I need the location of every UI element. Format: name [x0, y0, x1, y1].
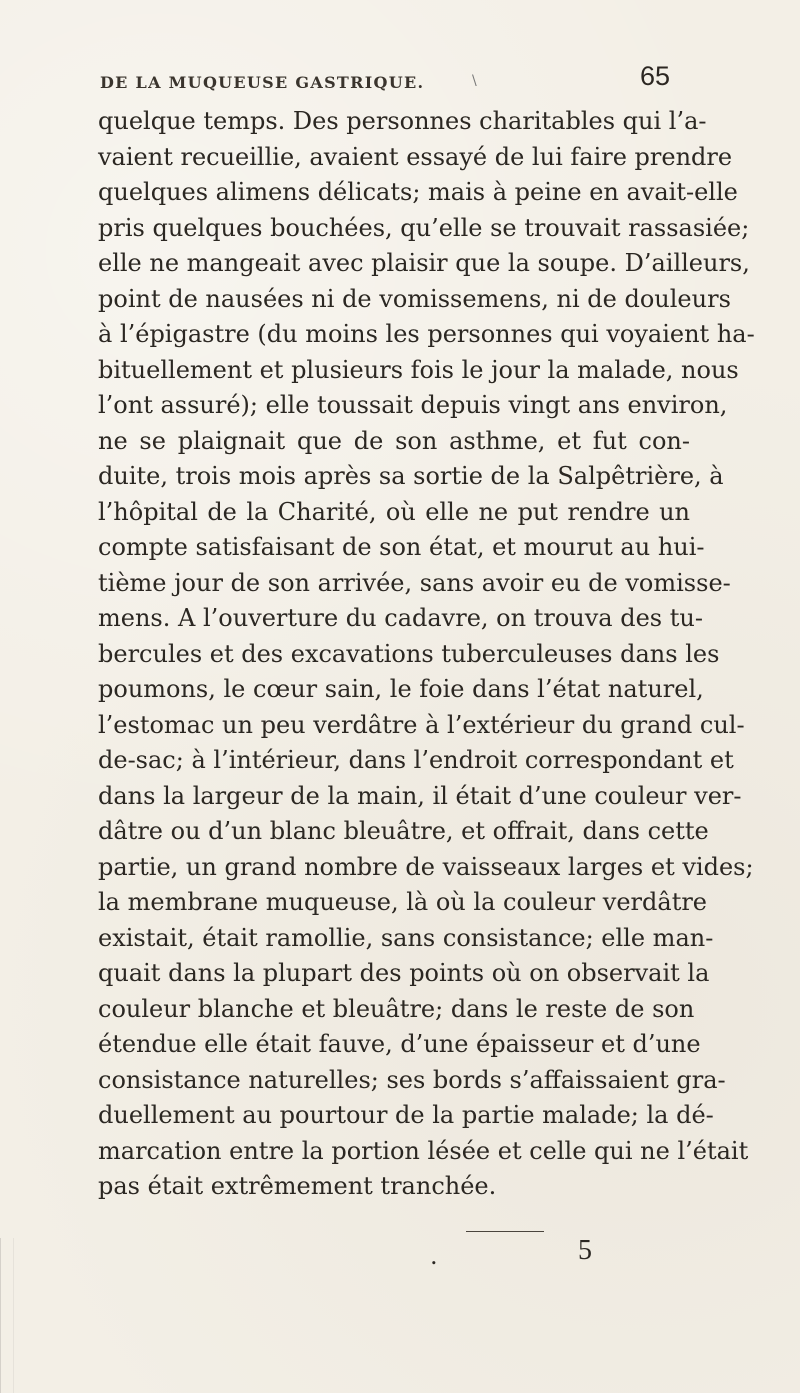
text-line: bercules et des excavations tuberculeuses dans les — [98, 639, 720, 668]
text-line: existait, était ramollie, sans consistance; elle man- — [98, 923, 714, 952]
binding-shadow — [0, 1238, 14, 1393]
text-line: duite, trois mois après sa sortie de la Salpêtrière, à — [98, 462, 724, 490]
text-line: l’hôpital de la Charité, où elle ne put rendre un — [98, 497, 690, 526]
text-line: dans la largeur de la main, il était d’une couleur ver- — [98, 781, 742, 810]
text-line: dâtre ou d’un blanc bleuâtre, et offrait, dans cette — [98, 817, 709, 845]
text-line: de-sac; à l’intérieur, dans l’endroit correspondant et — [98, 746, 734, 774]
text-line: poumons, le cœur sain, le foie dans l’état naturel, — [98, 675, 704, 703]
text-line: à l’épigastre (du moins les personnes qui voyaient ha- — [98, 320, 755, 348]
signature-mark: 5 — [578, 1235, 592, 1266]
text-line: l’ont assuré); elle toussait depuis vingt ans environ, — [98, 391, 728, 419]
text-line: l’estomac un peu verdâtre à l’extérieur du grand cul- — [98, 710, 745, 739]
text-line: quait dans la plupart des points où on observait la — [98, 959, 710, 987]
text-line: étendue elle était fauve, d’une épaisseur et d’une — [98, 1030, 701, 1058]
text-line: mens. A l’ouverture du cadavre, on trouva des tu- — [98, 604, 703, 632]
text-line: partie, un grand nombre de vaisseaux larges et vides; — [98, 852, 754, 881]
footer-mark: . — [430, 1242, 438, 1270]
footer-rule — [466, 1231, 544, 1232]
text-line: ne se plaignait que de son asthme, et fut con- — [98, 426, 690, 455]
text-line: la membrane muqueuse, là où la couleur verdâtre — [98, 888, 708, 916]
text-line: duellement au pourtour de la partie malade; la dé- — [98, 1101, 714, 1129]
text-line: bituellement et plusieurs fois le jour la malade, nous — [98, 355, 739, 384]
text-line: quelque temps. Des personnes charitables qui l’a- — [98, 107, 707, 135]
page-header — [100, 61, 670, 101]
text-line: marcation entre la portion lésée et celle qui ne l’était — [98, 1136, 749, 1165]
text-line: elle ne mangeait avec plaisir que la soupe. D’ailleurs, — [98, 249, 750, 277]
text-line: quelques alimens délicats; mais à peine en avait-elle — [98, 178, 738, 206]
tick-mark: \ — [472, 73, 477, 89]
page-number: 65 — [639, 61, 670, 91]
text-line: point de nausées ni de vomissemens, ni de douleurs — [98, 284, 731, 313]
text-line: compte satisfaisant de son état, et mourut au hui- — [98, 533, 705, 561]
running-title: DE LA MUQUEUSE GASTRIQUE. — [100, 73, 425, 92]
text-line: consistance naturelles; ses bords s’affaissaient gra- — [98, 1065, 726, 1094]
text-line: pris quelques bouchées, qu’elle se trouvait rassasiée; — [98, 213, 750, 242]
text-line: pas était extrêmement tranchée. — [98, 1172, 497, 1200]
body-text — [98, 104, 755, 1205]
text-line: vaient recueillie, avaient essayé de lui faire prendre — [98, 142, 733, 171]
text-line: tième jour de son arrivée, sans avoir eu de vomisse- — [98, 568, 731, 597]
page-footer — [430, 1230, 650, 1280]
text-line: couleur blanche et bleuâtre; dans le reste de son — [98, 994, 695, 1023]
